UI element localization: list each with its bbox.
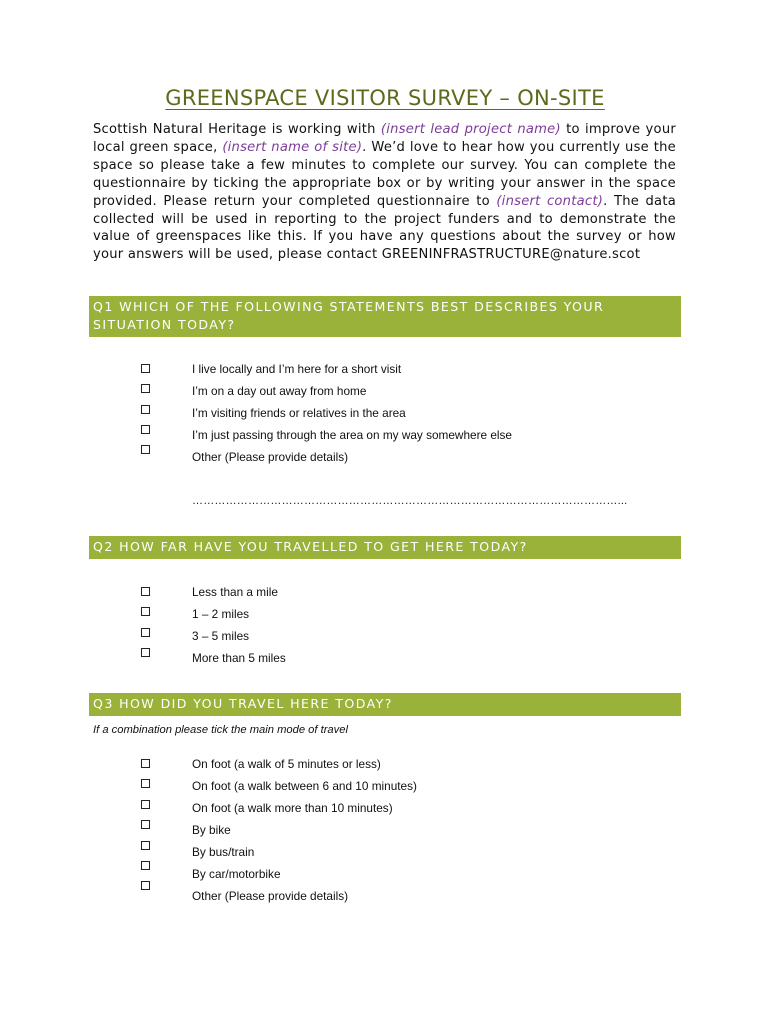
checkbox[interactable] [141,800,150,809]
option-label: Other (Please provide details) [192,889,349,903]
q3-option[interactable] [0,777,770,797]
checkbox[interactable] [141,820,150,829]
option-label: More than 5 miles [192,651,286,665]
intro-text-2: to improve your local green space, [93,122,676,155]
option-label: On foot (a walk between 6 and 10 minutes) [192,779,417,793]
checkbox[interactable] [141,607,150,616]
q3-option[interactable] [0,865,770,885]
option-label: Less than a mile [192,585,278,599]
option-label: 3 – 5 miles [192,629,250,643]
q2-option[interactable] [0,583,770,603]
intro-text-4: . The data collected will be used in reporting to the project funders and to demonstrate the value of greenspaces like this. If you have any questions about the survey or how your answers will be used, please contact GREENINFRASTRUCTURE@nature.scot [93,193,676,263]
q3-option[interactable] [0,843,770,863]
checkbox[interactable] [141,779,150,788]
q3-option[interactable] [0,755,770,775]
survey-title: GREENSPACE VISITOR SURVEY – ON-SITE [165,86,605,110]
checkbox[interactable] [141,861,150,870]
details-line[interactable]: ……………………………………………………………………………………………………... [192,495,628,507]
intro-text-1: Scottish Natural Heritage is working with [93,122,381,137]
checkbox[interactable] [141,628,150,637]
q2-heading: Q2 HOW FAR HAVE YOU TRAVELLED TO GET HERE TODAY? [89,536,681,559]
q1-option[interactable] [0,360,770,380]
option-label: By bus/train [192,845,255,859]
option-label: On foot (a walk more than 10 minutes) [192,801,393,815]
q1-option[interactable] [0,404,770,424]
option-label: On foot (a walk of 5 minutes or less) [192,757,381,771]
intro-paragraph [93,121,676,264]
option-label: I’m just passing through the area on my way somewhere else [192,428,512,442]
checkbox[interactable] [141,384,150,393]
site-name-placeholder: (insert name of site) [222,139,363,155]
q3-note: If a combination please tick the main mode of travel [93,724,348,736]
option-label: I’m visiting friends or relatives in the area [192,406,406,420]
option-label: I live locally and I’m here for a short visit [192,362,402,376]
q2-option[interactable] [0,627,770,647]
checkbox[interactable] [141,425,150,434]
q2-option[interactable] [0,605,770,625]
checkbox[interactable] [141,364,150,373]
option-label: Other (Please provide details) [192,450,349,464]
q2-option[interactable] [0,649,770,669]
checkbox[interactable] [141,587,150,596]
q3-option[interactable] [0,799,770,819]
checkbox[interactable] [141,881,150,890]
option-label: By car/motorbike [192,867,281,881]
q1-option[interactable] [0,382,770,402]
checkbox[interactable] [141,445,150,454]
q1-option[interactable] [0,448,770,468]
q1-option[interactable] [0,426,770,446]
lead-project-placeholder: (insert lead project name) [380,122,561,137]
checkbox[interactable] [141,405,150,414]
intro-text-3: . We’d love to hear how you currently use the space so please take a few minutes to complete our survey. You can complete the questionnaire by ticking the appropriate box or by writing your answer in the space provided. Please return your completed questionnaire to [93,139,676,209]
q1-heading: Q1 WHICH OF THE FOLLOWING STATEMENTS BEST DESCRIBES YOUR SITUATION TODAY? [89,296,681,337]
option-label: By bike [192,823,231,837]
option-label: 1 – 2 miles [192,607,250,621]
q3-heading: Q3 HOW DID YOU TRAVEL HERE TODAY? [89,693,681,716]
q3-option[interactable] [0,821,770,841]
q3-option[interactable] [0,887,770,907]
checkbox[interactable] [141,648,150,657]
option-label: I’m on a day out away from home [192,384,367,398]
checkbox[interactable] [141,759,150,768]
checkbox[interactable] [141,841,150,850]
contact-placeholder: (insert contact) [496,193,604,209]
